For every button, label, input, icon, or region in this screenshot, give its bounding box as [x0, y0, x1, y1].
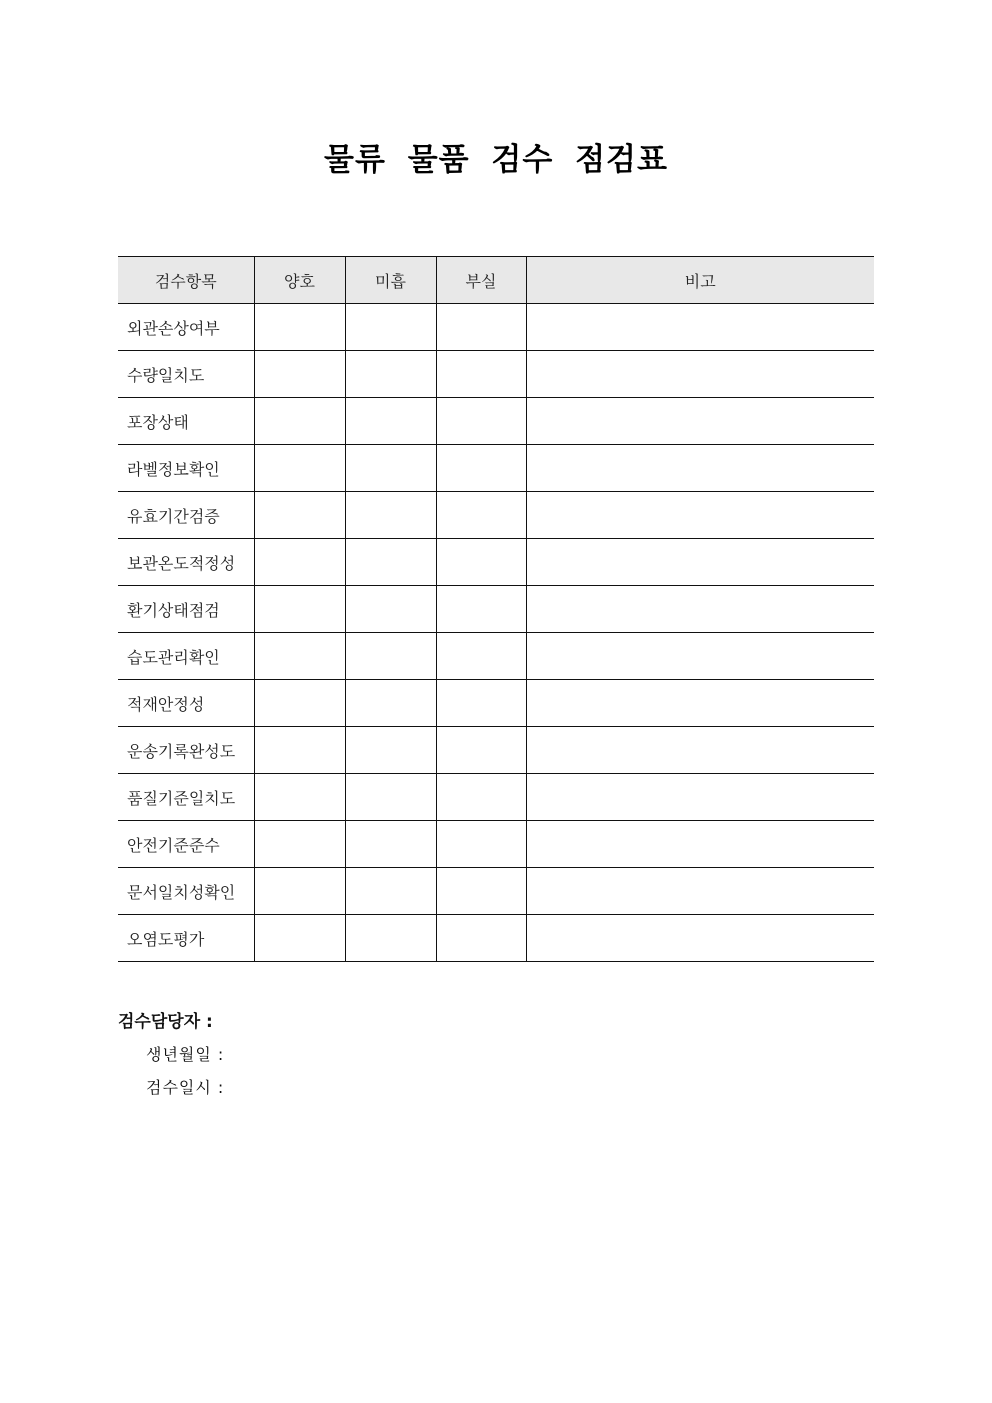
note-cell[interactable]: [526, 445, 874, 492]
note-cell[interactable]: [526, 821, 874, 868]
bad-cell[interactable]: [436, 398, 526, 445]
header-note: 비고: [526, 257, 874, 304]
bad-cell[interactable]: [436, 868, 526, 915]
poor-cell[interactable]: [345, 821, 436, 868]
bad-cell[interactable]: [436, 633, 526, 680]
note-cell[interactable]: [526, 586, 874, 633]
table-row: [118, 492, 874, 539]
item-label: 보관온도적정성: [118, 539, 254, 586]
item-label: 품질기준일치도: [118, 774, 254, 821]
good-cell[interactable]: [254, 774, 345, 821]
item-label: 포장상태: [118, 398, 254, 445]
footer-section: [118, 1007, 224, 1108]
item-label: 유효기간검증: [118, 492, 254, 539]
poor-cell[interactable]: [345, 680, 436, 727]
good-cell[interactable]: [254, 351, 345, 398]
manager-label: 검수담당자 :: [118, 1012, 213, 1032]
note-cell[interactable]: [526, 868, 874, 915]
poor-cell[interactable]: [345, 445, 436, 492]
note-cell[interactable]: [526, 351, 874, 398]
poor-cell[interactable]: [345, 351, 436, 398]
table-row: [118, 680, 874, 727]
item-label: 적재안정성: [118, 680, 254, 727]
good-cell[interactable]: [254, 821, 345, 868]
table-row: [118, 727, 874, 774]
table-row: [118, 586, 874, 633]
bad-cell[interactable]: [436, 821, 526, 868]
note-cell[interactable]: [526, 727, 874, 774]
header-item: 검수항목: [118, 257, 254, 304]
item-label: 외관손상여부: [118, 304, 254, 351]
item-label: 라벨정보확인: [118, 445, 254, 492]
table-row: [118, 398, 874, 445]
good-cell[interactable]: [254, 586, 345, 633]
note-cell[interactable]: [526, 633, 874, 680]
table-row: [118, 868, 874, 915]
poor-cell[interactable]: [345, 633, 436, 680]
note-cell[interactable]: [526, 680, 874, 727]
item-label: 오염도평가: [118, 915, 254, 962]
item-label: 수량일치도: [118, 351, 254, 398]
item-label: 운송기록완성도: [118, 727, 254, 774]
bad-cell[interactable]: [436, 351, 526, 398]
poor-cell[interactable]: [345, 304, 436, 351]
birth-date-label: 생년월일 :: [146, 1045, 225, 1064]
item-label: 습도관리확인: [118, 633, 254, 680]
table-row: [118, 539, 874, 586]
note-cell[interactable]: [526, 492, 874, 539]
table-row: [118, 445, 874, 492]
poor-cell[interactable]: [345, 774, 436, 821]
good-cell[interactable]: [254, 680, 345, 727]
poor-cell[interactable]: [345, 727, 436, 774]
item-label: 안전기준준수: [118, 821, 254, 868]
good-cell[interactable]: [254, 727, 345, 774]
inspection-table: [118, 256, 874, 962]
bad-cell[interactable]: [436, 445, 526, 492]
table-row: [118, 304, 874, 351]
bad-cell[interactable]: [436, 492, 526, 539]
table-row: [118, 915, 874, 962]
header-bad: 부실: [436, 257, 526, 304]
bad-cell[interactable]: [436, 539, 526, 586]
note-cell[interactable]: [526, 398, 874, 445]
header-good: 양호: [254, 257, 345, 304]
poor-cell[interactable]: [345, 586, 436, 633]
item-label: 문서일치성확인: [118, 868, 254, 915]
good-cell[interactable]: [254, 539, 345, 586]
bad-cell[interactable]: [436, 727, 526, 774]
good-cell[interactable]: [254, 633, 345, 680]
table-row: [118, 351, 874, 398]
bad-cell[interactable]: [436, 586, 526, 633]
bad-cell[interactable]: [436, 680, 526, 727]
table-row: [118, 633, 874, 680]
bad-cell[interactable]: [436, 915, 526, 962]
poor-cell[interactable]: [345, 868, 436, 915]
bad-cell[interactable]: [436, 304, 526, 351]
poor-cell[interactable]: [345, 398, 436, 445]
inspection-date-label: 검수일시 :: [146, 1078, 225, 1097]
good-cell[interactable]: [254, 868, 345, 915]
good-cell[interactable]: [254, 492, 345, 539]
poor-cell[interactable]: [345, 539, 436, 586]
document-title: 물류 물품 검수 점검표: [324, 142, 668, 178]
table-row: [118, 821, 874, 868]
bad-cell[interactable]: [436, 774, 526, 821]
note-cell[interactable]: [526, 304, 874, 351]
good-cell[interactable]: [254, 304, 345, 351]
note-cell[interactable]: [526, 774, 874, 821]
good-cell[interactable]: [254, 445, 345, 492]
note-cell[interactable]: [526, 539, 874, 586]
good-cell[interactable]: [254, 398, 345, 445]
table-row: [118, 774, 874, 821]
table-header-row: [118, 257, 874, 304]
item-label: 환기상태점검: [118, 586, 254, 633]
note-cell[interactable]: [526, 915, 874, 962]
poor-cell[interactable]: [345, 492, 436, 539]
header-poor: 미흡: [345, 257, 436, 304]
poor-cell[interactable]: [345, 915, 436, 962]
good-cell[interactable]: [254, 915, 345, 962]
